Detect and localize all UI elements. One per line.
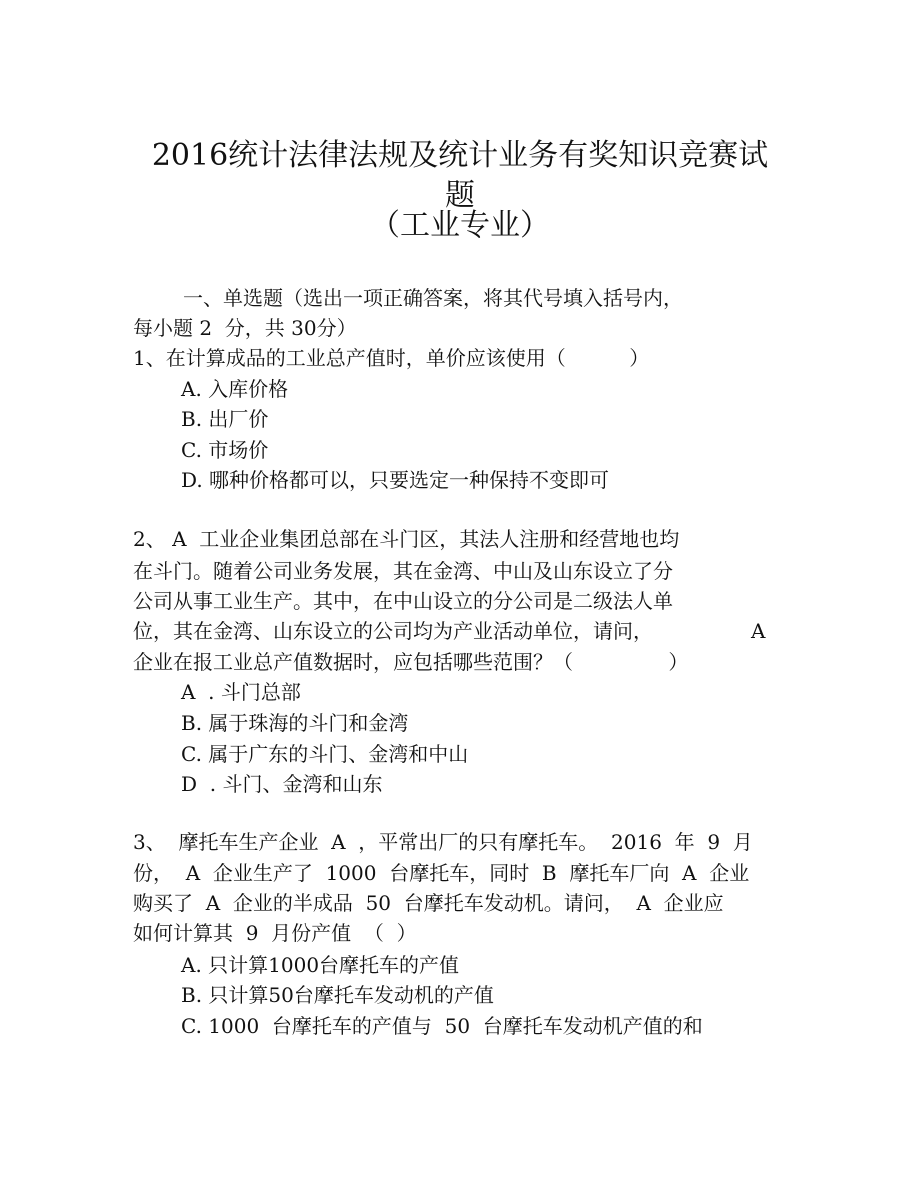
question-1-stem: 1、在计算成品的工业总产值时，单价应该使用（ ） (133, 346, 650, 370)
question-3-option-a: A. 只计算1000台摩托车的产值 (181, 953, 460, 977)
question-1-option-c: C. 市场价 (181, 438, 269, 462)
question-2-stem-line: 2、 A 工业企业集团总部在斗门区，其法人注册和经营地也均 (133, 527, 680, 551)
question-3-option-c: C. 1000 台摩托车的产值与 50 台摩托车发动机产值的和 (181, 1014, 703, 1038)
question-2-option-c: C. 属于广东的斗门、金湾和中山 (181, 742, 469, 766)
question-2-stem-line: 在斗门。随着公司业务发展，其在金湾、中山及山东设立了分 (133, 559, 673, 583)
question-2-option-b: B. 属于珠海的斗门和金湾 (181, 711, 409, 735)
question-3-stem-line: 3、 摩托车生产企业 A ，平常出厂的只有摩托车。 2016 年 9 月 (133, 830, 753, 854)
question-3-option-b: B. 只计算50台摩托车发动机的产值 (181, 983, 494, 1007)
question-2-stem-line-end: A (751, 619, 766, 643)
question-3-stem-line: 购买了 A 企业的半成品 50 台摩托车发动机。请问， A 企业应 (133, 891, 724, 915)
document-title-line-1: 2016统计法律法规及统计业务有奖知识竞赛试 (151, 138, 769, 173)
question-2-option-d: D . 斗门、金湾和山东 (181, 772, 383, 796)
section-heading: 一、单选题（选出一项正确答案，将其代号填入括号内， (183, 286, 683, 310)
question-2-stem-line: 公司从事工业生产。其中，在中山设立的分公司是二级法人单 (133, 589, 673, 613)
section-heading-continued: 每小题 2 分，共 30分） (133, 316, 357, 340)
question-2-option-a: A . 斗门总部 (181, 680, 301, 704)
question-1-option-b: B. 出厂价 (181, 407, 269, 431)
document-subtitle: （工业专业） (370, 208, 550, 243)
question-2-stem-line: 位，其在金湾、山东设立的公司均为产业活动单位，请问， (133, 619, 653, 643)
question-2-stem-line: 企业在报工业总产值数据时，应包括哪些范围？（ ） (133, 650, 689, 674)
question-1-option-a: A. 入库价格 (181, 377, 289, 401)
question-3-stem-line: 如何计算其 9 月份产值 （ ） (133, 921, 417, 945)
document-title-line-2: 题 (445, 178, 475, 213)
question-1-option-d: D. 哪种价格都可以，只要选定一种保持不变即可 (181, 468, 610, 492)
question-3-stem-line: 份， A 企业生产了 1000 台摩托车，同时 B 摩托车厂向 A 企业 (133, 861, 750, 885)
